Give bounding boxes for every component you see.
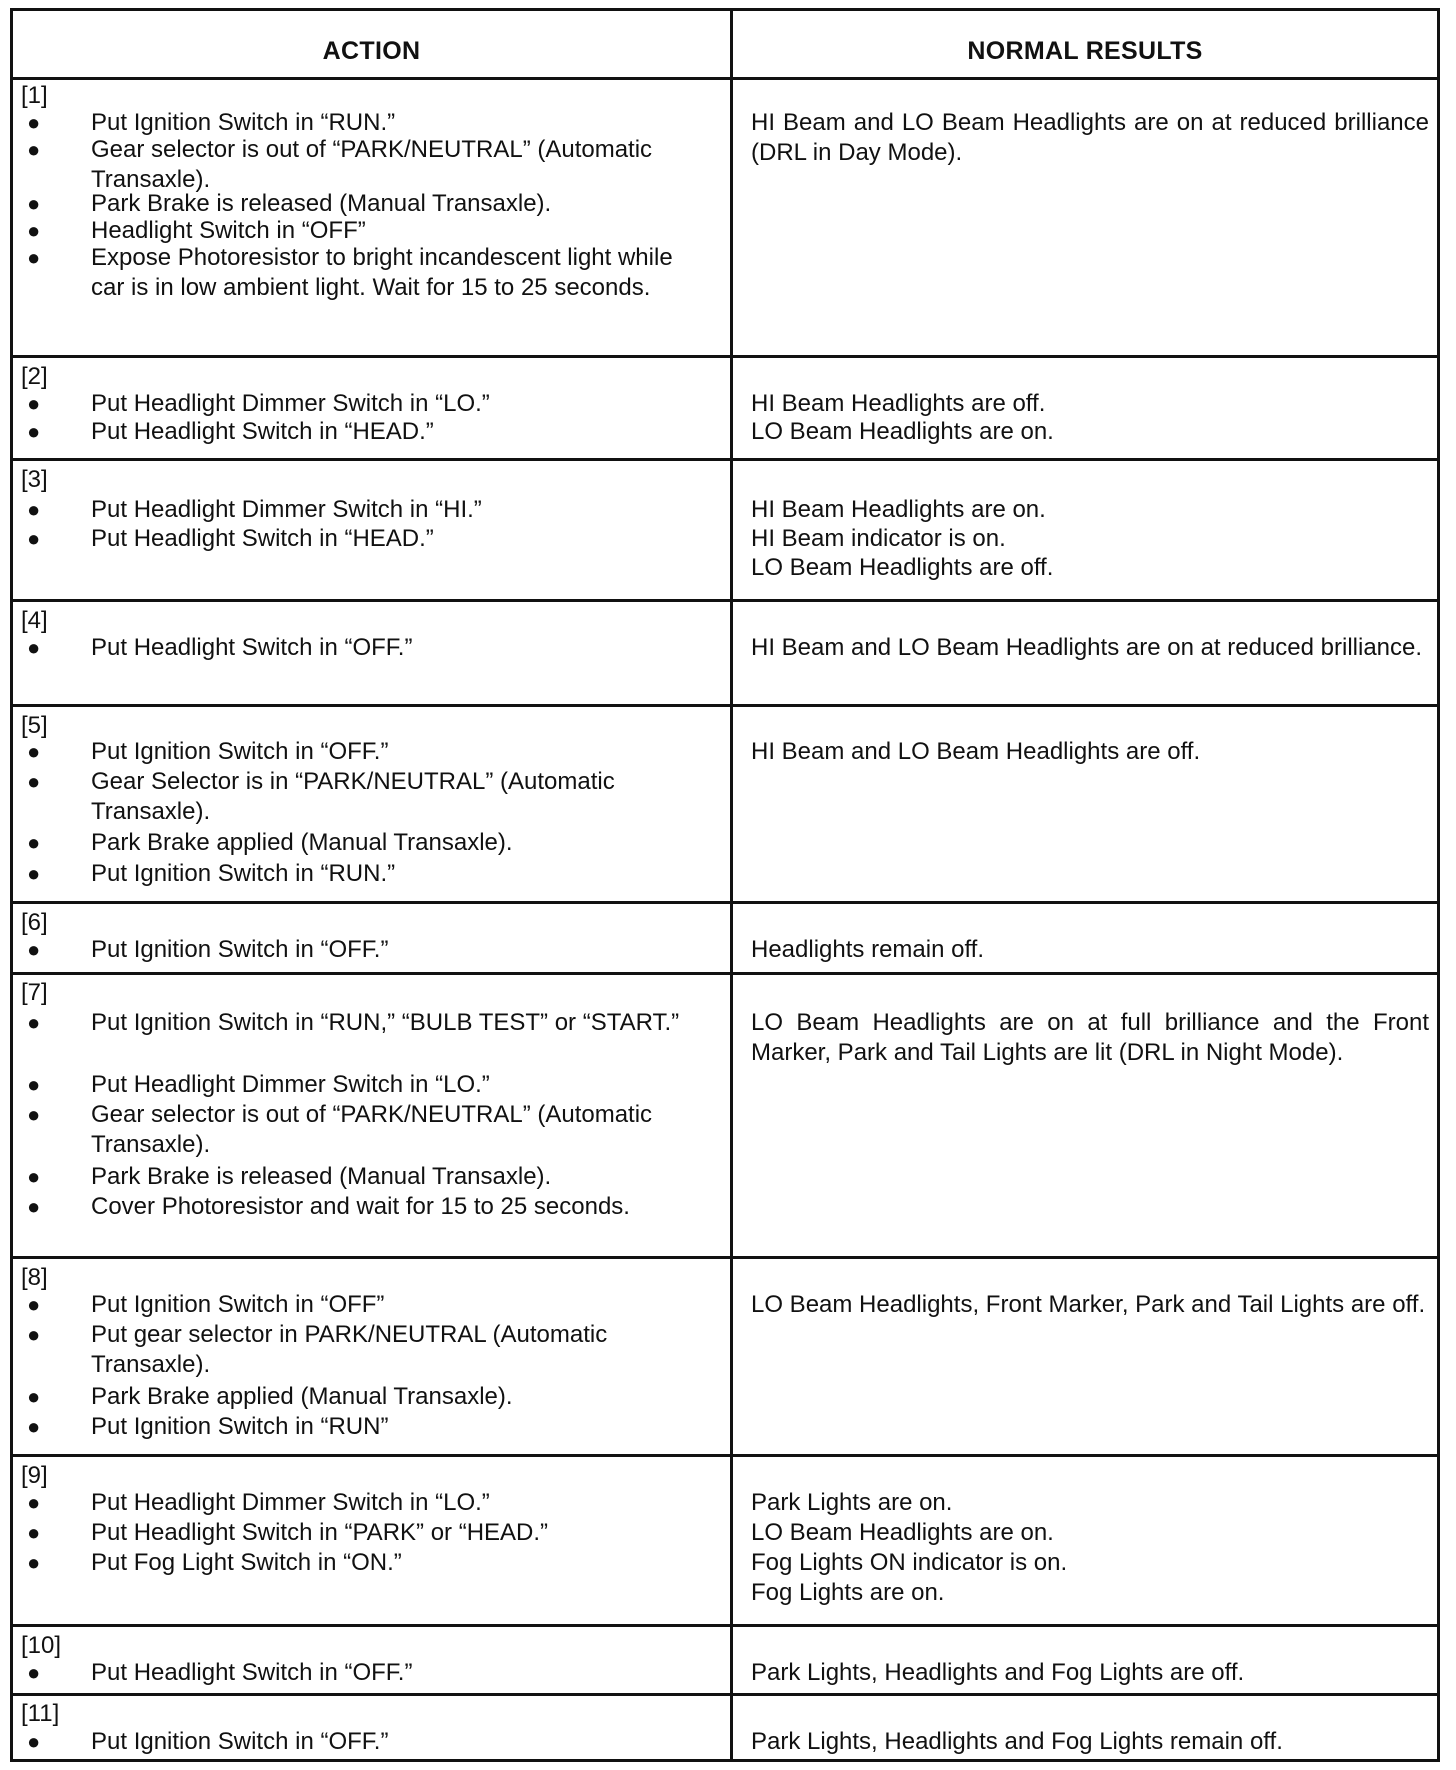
step-number: [5] xyxy=(21,712,48,739)
result-item: HI Beam Headlights are on. xyxy=(751,496,1046,523)
row-divider xyxy=(13,458,1437,461)
row-divider xyxy=(13,77,1437,80)
action-item: Gear Selector is in “PARK/NEUTRAL” (Automatic Transaxle). xyxy=(91,768,615,825)
step-number: [8] xyxy=(21,1264,48,1291)
result-item: Park Lights are on. xyxy=(751,1489,953,1516)
action-item: Put Ignition Switch in “OFF.” xyxy=(91,738,389,765)
bullet-icon: ● xyxy=(27,1550,41,1575)
row-divider xyxy=(13,355,1437,358)
result-item: Fog Lights are on. xyxy=(751,1579,945,1606)
bullet-icon: ● xyxy=(27,1010,41,1035)
step-number: [2] xyxy=(21,363,48,390)
bullet-icon: ● xyxy=(27,635,41,660)
bullet-icon: ● xyxy=(27,739,41,764)
action-item: Put Headlight Dimmer Switch in “LO.” xyxy=(91,1071,490,1098)
action-item: Park Brake is released (Manual Transaxle). xyxy=(91,1163,552,1190)
column-divider xyxy=(730,11,733,1759)
result-item: Fog Lights ON indicator is on. xyxy=(751,1549,1068,1576)
bullet-icon: ● xyxy=(27,1164,41,1189)
bullet-icon: ● xyxy=(27,1660,41,1685)
result-item: HI Beam indicator is on. xyxy=(751,525,1006,552)
result-item: HI Beam and LO Beam Headlights are off. xyxy=(751,738,1201,765)
bullet-icon: ● xyxy=(27,191,41,216)
action-item: Put Headlight Switch in “OFF.” xyxy=(91,1659,413,1686)
results-column-header: NORMAL RESULTS xyxy=(967,37,1203,65)
step-number: [3] xyxy=(21,466,48,493)
bullet-icon: ● xyxy=(27,830,41,855)
result-item: HI Beam Headlights are off. xyxy=(751,390,1046,417)
step-number: [6] xyxy=(21,909,48,936)
result-item: LO Beam Headlights are off. xyxy=(751,554,1054,581)
bullet-icon: ● xyxy=(27,861,41,886)
procedure-table xyxy=(10,8,1440,1762)
bullet-icon: ● xyxy=(27,137,41,162)
action-item: Put Headlight Dimmer Switch in “LO.” xyxy=(91,1489,490,1516)
bullet-icon: ● xyxy=(27,1384,41,1409)
action-item: Park Brake applied (Manual Transaxle). xyxy=(91,829,513,856)
action-item: Expose Photoresistor to bright incandescent light while car is in low ambient light. Wait for 15 to 25 seconds. xyxy=(91,244,673,301)
result-item: HI Beam and LO Beam Headlights are on at reduced brilliance. xyxy=(751,634,1423,661)
action-item: Put Headlight Switch in “HEAD.” xyxy=(91,418,434,445)
bullet-icon: ● xyxy=(27,1322,41,1347)
action-item: Park Brake applied (Manual Transaxle). xyxy=(91,1383,513,1410)
bullet-icon: ● xyxy=(27,1490,41,1515)
action-item: Put Ignition Switch in “OFF” xyxy=(91,1291,385,1318)
result-item: Park Lights, Headlights and Fog Lights are off. xyxy=(751,1659,1245,1686)
bullet-icon: ● xyxy=(27,937,41,962)
row-divider xyxy=(13,704,1437,707)
step-number: [7] xyxy=(21,979,48,1006)
result-item: HI Beam and LO Beam Headlights are on at reduced brilliance (DRL in Day Mode). xyxy=(751,109,1429,166)
result-item: LO Beam Headlights are on. xyxy=(751,1519,1054,1546)
row-divider xyxy=(13,1624,1437,1627)
action-item: Put Ignition Switch in “OFF.” xyxy=(91,936,389,963)
row-divider xyxy=(13,1256,1437,1259)
bullet-icon: ● xyxy=(27,769,41,794)
bullet-icon: ● xyxy=(27,1520,41,1545)
bullet-icon: ● xyxy=(27,110,41,135)
action-item: Put Ignition Switch in “RUN.” xyxy=(91,860,396,887)
bullet-icon: ● xyxy=(27,1729,41,1754)
action-item: Put Headlight Switch in “HEAD.” xyxy=(91,525,434,552)
bullet-icon: ● xyxy=(27,419,41,444)
action-item: Put Headlight Dimmer Switch in “HI.” xyxy=(91,496,482,523)
step-number: [11] xyxy=(21,1700,60,1727)
action-item: Gear selector is out of “PARK/NEUTRAL” (Automatic Transaxle). xyxy=(91,1101,653,1158)
step-number: [1] xyxy=(21,82,48,109)
action-column-header: ACTION xyxy=(322,37,421,65)
bullet-icon: ● xyxy=(27,1292,41,1317)
result-item: LO Beam Headlights, Front Marker, Park and Tail Lights are off. xyxy=(751,1291,1426,1318)
row-divider xyxy=(13,972,1437,975)
bullet-icon: ● xyxy=(27,391,41,416)
action-item: Put Headlight Dimmer Switch in “LO.” xyxy=(91,390,490,417)
action-item: Headlight Switch in “OFF” xyxy=(91,217,366,244)
bullet-icon: ● xyxy=(27,1194,41,1219)
row-divider xyxy=(13,599,1437,602)
step-number: [10] xyxy=(21,1632,62,1659)
action-item: Gear selector is out of “PARK/NEUTRAL” (Automatic Transaxle). xyxy=(91,136,653,193)
result-item: Park Lights, Headlights and Fog Lights remain off. xyxy=(751,1728,1283,1755)
action-item: Put Headlight Switch in “PARK” or “HEAD.” xyxy=(91,1519,549,1546)
action-item: Put Ignition Switch in “RUN,” “BULB TEST” or “START.” xyxy=(91,1009,680,1036)
bullet-icon: ● xyxy=(27,1414,41,1439)
row-divider xyxy=(13,1693,1437,1696)
action-item: Put Ignition Switch in “RUN” xyxy=(91,1413,389,1440)
result-item: LO Beam Headlights are on. xyxy=(751,418,1054,445)
action-item: Put Fog Light Switch in “ON.” xyxy=(91,1549,402,1576)
result-item: Headlights remain off. xyxy=(751,936,985,963)
action-item: Put Ignition Switch in “OFF.” xyxy=(91,1728,389,1755)
action-item: Cover Photoresistor and wait for 15 to 25 seconds. xyxy=(91,1193,630,1220)
action-item: Put Ignition Switch in “RUN.” xyxy=(91,109,396,136)
bullet-icon: ● xyxy=(27,1072,41,1097)
bullet-icon: ● xyxy=(27,245,41,270)
row-divider xyxy=(13,1454,1437,1457)
action-item: Put gear selector in PARK/NEUTRAL (Automatic Transaxle). xyxy=(91,1321,608,1378)
action-item: Park Brake is released (Manual Transaxle). xyxy=(91,190,552,217)
bullet-icon: ● xyxy=(27,218,41,243)
bullet-icon: ● xyxy=(27,497,41,522)
action-item: Put Headlight Switch in “OFF.” xyxy=(91,634,413,661)
bullet-icon: ● xyxy=(27,1102,41,1127)
row-divider xyxy=(13,901,1437,904)
result-item: LO Beam Headlights are on at full brilliance and the Front Marker, Park and Tail Lights are lit (DRL in Night Mode). xyxy=(751,1009,1429,1066)
bullet-icon: ● xyxy=(27,526,41,551)
step-number: [9] xyxy=(21,1462,48,1489)
step-number: [4] xyxy=(21,607,48,634)
